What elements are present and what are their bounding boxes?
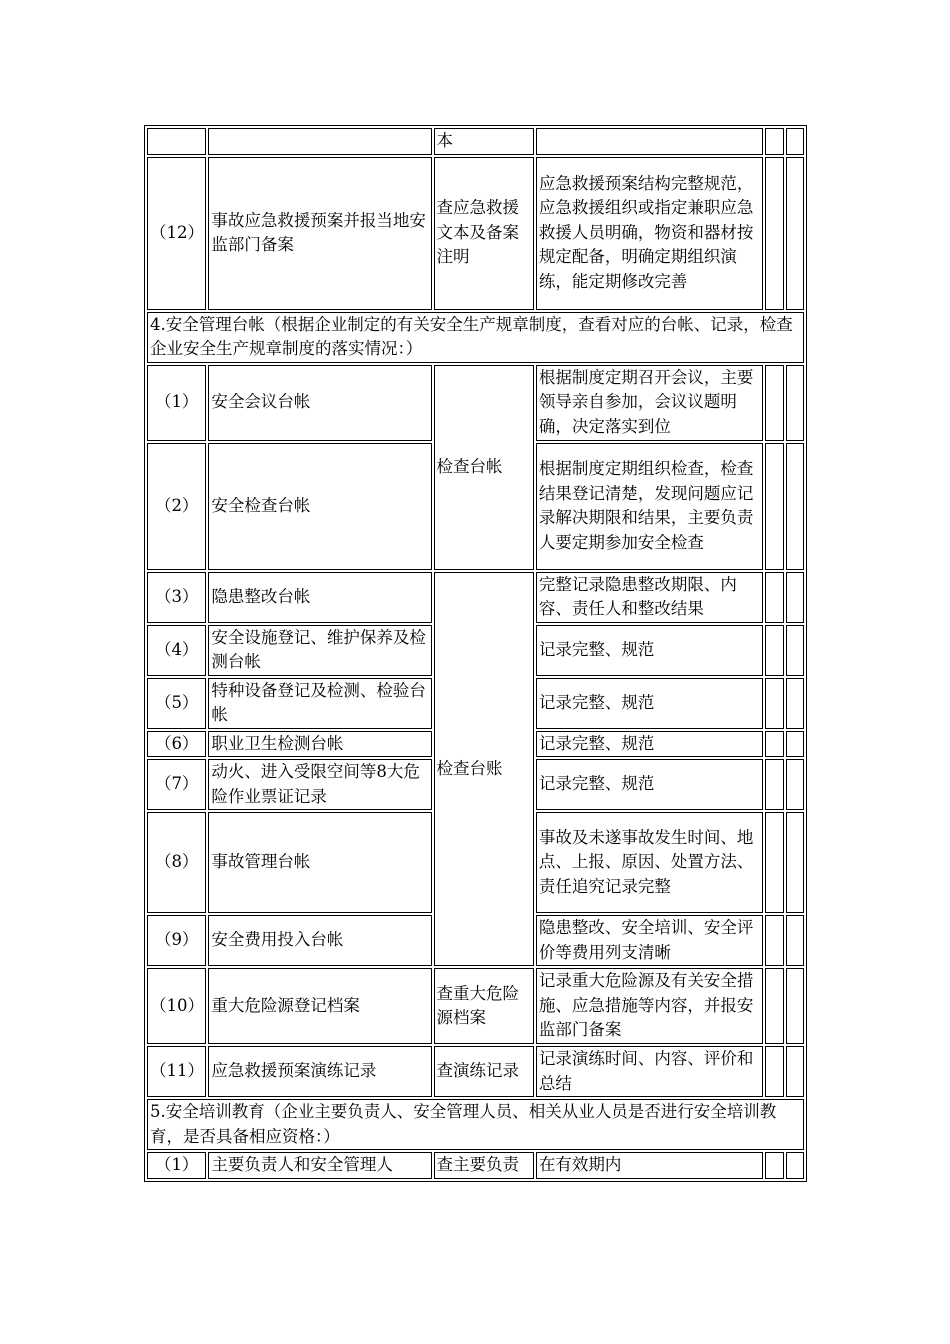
- item-number: （8）: [147, 812, 206, 913]
- item-number: （1）: [147, 1152, 206, 1179]
- standard-cell: [536, 128, 763, 155]
- check-cell: [765, 1046, 783, 1097]
- check-cell: [786, 812, 804, 913]
- check-cell: [765, 157, 783, 310]
- table-row: [147, 1152, 804, 1179]
- check-cell: [786, 968, 804, 1044]
- section-header-row: [147, 1099, 804, 1150]
- item-number: （6）: [147, 731, 206, 758]
- method-cell: 本: [434, 128, 534, 155]
- check-standard: 在有效期内: [536, 1152, 763, 1179]
- check-standard: 事故及未遂事故发生时间、地点、上报、原因、处置方法、责任追究记录完整: [536, 812, 763, 913]
- item-name: 安全检查台帐: [208, 443, 431, 570]
- check-standard: 完整记录隐患整改期限、内容、责任人和整改结果: [536, 572, 763, 623]
- table-row: [147, 1046, 804, 1097]
- item-number: （9）: [147, 915, 206, 966]
- item-number: （4）: [147, 625, 206, 676]
- check-method: 查演练记录: [434, 1046, 534, 1097]
- check-cell: [786, 1046, 804, 1097]
- item-name: 事故应急救援预案并报当地安监部门备案: [208, 157, 431, 310]
- check-cell: [786, 128, 804, 155]
- section-title: 4.安全管理台帐（根据企业制定的有关安全生产规章制度，查看对应的台帐、记录，检查企业安全生产规章制度的落实情况：）: [147, 312, 804, 363]
- section-header-row: [147, 312, 804, 363]
- check-method: 查重大危险源档案: [434, 968, 534, 1044]
- check-standard: 记录重大危险源及有关安全措施、应急措施等内容，并报安监部门备案: [536, 968, 763, 1044]
- item-cell: [208, 128, 431, 155]
- item-name: 职业卫生检测台帐: [208, 731, 431, 758]
- check-standard: 记录演练时间、内容、评价和总结: [536, 1046, 763, 1097]
- item-name: 动火、进入受限空间等8大危险作业票证记录: [208, 759, 431, 810]
- item-number: （12）: [147, 157, 206, 310]
- check-method: 检查台帐: [434, 365, 534, 570]
- table-row: [147, 968, 804, 1044]
- num-cell: [147, 128, 206, 155]
- check-cell: [786, 678, 804, 729]
- check-cell: [765, 128, 783, 155]
- check-cell: [765, 443, 783, 570]
- check-standard: 记录完整、规范: [536, 759, 763, 810]
- check-standard: 应急救援预案结构完整规范，应急救援组织或指定兼职应急救援人员明确，物资和器材按规定配备，明确定期组织演练，能定期修改完善: [536, 157, 763, 310]
- check-standard: 记录完整、规范: [536, 678, 763, 729]
- table-row: [147, 157, 804, 310]
- item-name: 应急救援预案演练记录: [208, 1046, 431, 1097]
- item-number: （10）: [147, 968, 206, 1044]
- check-cell: [765, 365, 783, 441]
- check-standard: 根据制度定期组织检查，检查结果登记清楚，发现问题应记录解决期限和结果，主要负责人要定期参加安全检查: [536, 443, 763, 570]
- check-cell: [765, 1152, 783, 1179]
- item-number: （2）: [147, 443, 206, 570]
- item-number: （7）: [147, 759, 206, 810]
- check-method: 查应急救援文本及备案注明: [434, 157, 534, 310]
- check-standard: 根据制度定期召开会议，主要领导亲自参加，会议议题明确，决定落实到位: [536, 365, 763, 441]
- check-cell: [765, 731, 783, 758]
- item-number: （1）: [147, 365, 206, 441]
- item-name: 主要负责人和安全管理人: [208, 1152, 431, 1179]
- item-name: 重大危险源登记档案: [208, 968, 431, 1044]
- check-cell: [765, 812, 783, 913]
- item-number: （5）: [147, 678, 206, 729]
- check-cell: [765, 678, 783, 729]
- check-cell: [786, 365, 804, 441]
- check-method: 查主要负责: [434, 1152, 534, 1179]
- table-row: [147, 365, 804, 441]
- check-cell: [786, 915, 804, 966]
- inspection-table: [144, 125, 807, 1182]
- item-name: 隐患整改台帐: [208, 572, 431, 623]
- check-cell: [786, 759, 804, 810]
- check-cell: [765, 625, 783, 676]
- check-cell: [786, 731, 804, 758]
- check-standard: 记录完整、规范: [536, 731, 763, 758]
- check-cell: [786, 572, 804, 623]
- check-method: 检查台账: [434, 572, 534, 967]
- check-cell: [765, 915, 783, 966]
- check-cell: [765, 572, 783, 623]
- item-name: 事故管理台帐: [208, 812, 431, 913]
- item-name: 安全设施登记、维护保养及检测台帐: [208, 625, 431, 676]
- item-name: 安全会议台帐: [208, 365, 431, 441]
- check-cell: [786, 443, 804, 570]
- check-cell: [786, 1152, 804, 1179]
- item-name: 安全费用投入台帐: [208, 915, 431, 966]
- check-cell: [786, 625, 804, 676]
- section-title: 5.安全培训教育（企业主要负责人、安全管理人员、相关从业人员是否进行安全培训教育，是否具备相应资格：）: [147, 1099, 804, 1150]
- item-number: （3）: [147, 572, 206, 623]
- check-standard: 记录完整、规范: [536, 625, 763, 676]
- item-name: 特种设备登记及检测、检验台帐: [208, 678, 431, 729]
- item-number: （11）: [147, 1046, 206, 1097]
- check-cell: [765, 759, 783, 810]
- check-cell: [786, 157, 804, 310]
- check-cell: [765, 968, 783, 1044]
- table-row-continuation: [147, 128, 804, 155]
- table-row: [147, 572, 804, 623]
- check-standard: 隐患整改、安全培训、安全评价等费用列支清晰: [536, 915, 763, 966]
